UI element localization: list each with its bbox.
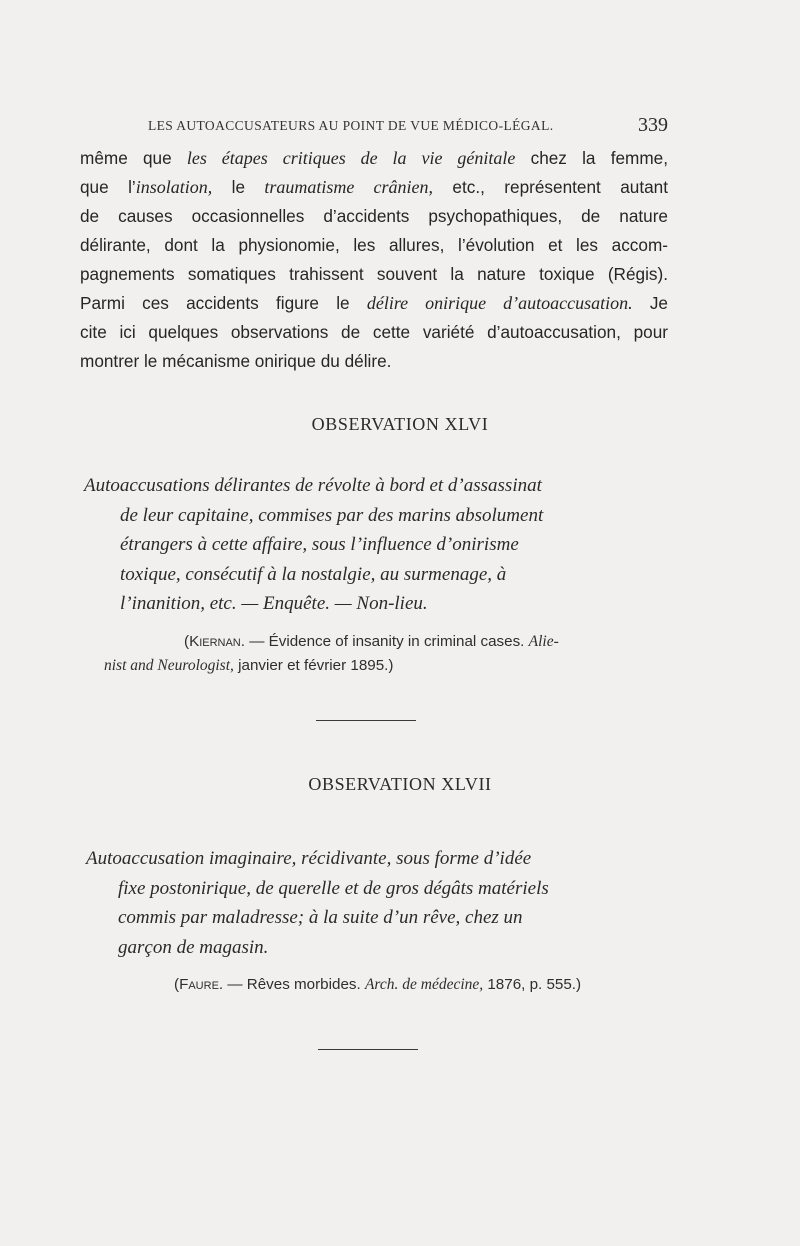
- summary-line: commis par maladresse; à la suite d’un rêve, chez un: [118, 907, 523, 928]
- text-line: pagnements somatiques trahissent souvent la nature toxique (Régis).: [80, 264, 668, 284]
- text-line: montrer le mécanisme onirique du délire.: [80, 351, 392, 371]
- summary-line: garçon de magasin.: [118, 936, 269, 958]
- summary-line: Autoaccusation imaginaire, récidivante, sous forme d’idée: [86, 848, 532, 869]
- summary-line: toxique, consécutif à la nostalgie, au surmenage, à: [120, 563, 507, 585]
- observation-title: OBSERVATION XLVII: [308, 774, 492, 794]
- text-line: délirante, dont la physionomie, les allures, l’évolution et les accom-: [80, 235, 668, 255]
- running-head: LES AUTOACCUSATEURS AU POINT DE VUE MÉDICO-LÉGAL.: [148, 118, 554, 133]
- source-line: (Kiernan. — Évidence of insanity in criminal cases. Alie-: [184, 633, 559, 650]
- text-line: de causes occasionnelles d’accidents psychopathiques, de nature: [80, 206, 668, 226]
- summary-line: étrangers à cette affaire, sous l’influence d’onirisme: [120, 534, 519, 555]
- observation-title: OBSERVATION XLVI: [311, 414, 489, 434]
- summary-line: de leur capitaine, commises par des marins absolument: [120, 504, 544, 526]
- observation-summary: [84, 471, 674, 619]
- intro-paragraph: [80, 144, 668, 376]
- source-author: Faure: [179, 976, 219, 993]
- observation-source: [104, 630, 674, 678]
- text-line: Parmi ces accidents figure le délire onirique d’autoaccusation. Je: [80, 293, 668, 313]
- source-author: Kiernan: [189, 633, 241, 650]
- source-line: nist and Neurologist, janvier et février 1895.): [104, 657, 394, 674]
- text-line: cite ici quelques observations de cette variété d’autoaccusation, pour: [80, 322, 668, 342]
- text-line: que l’insolation, le traumatisme crânien, etc., représentent autant: [80, 177, 668, 197]
- page-number: 339: [638, 114, 668, 136]
- section-divider: [318, 1049, 418, 1050]
- section-divider: [316, 720, 416, 721]
- summary-line: fixe postonirique, de querelle et de gros dégâts matériels: [118, 877, 549, 899]
- summary-line: l’inanition, etc. — Enquête. — Non-lieu.: [120, 593, 428, 614]
- page-header: [148, 116, 668, 138]
- observation-source: [174, 973, 684, 997]
- observation-summary: [86, 844, 676, 962]
- summary-line: Autoaccusations délirantes de révolte à bord et d’assassinat: [84, 475, 542, 496]
- text-line: même que les étapes critiques de la vie génitale chez la femme,: [80, 148, 669, 168]
- source-line: (Faure. — Rêves morbides. Arch. de médecine, 1876, p. 555.): [174, 976, 582, 993]
